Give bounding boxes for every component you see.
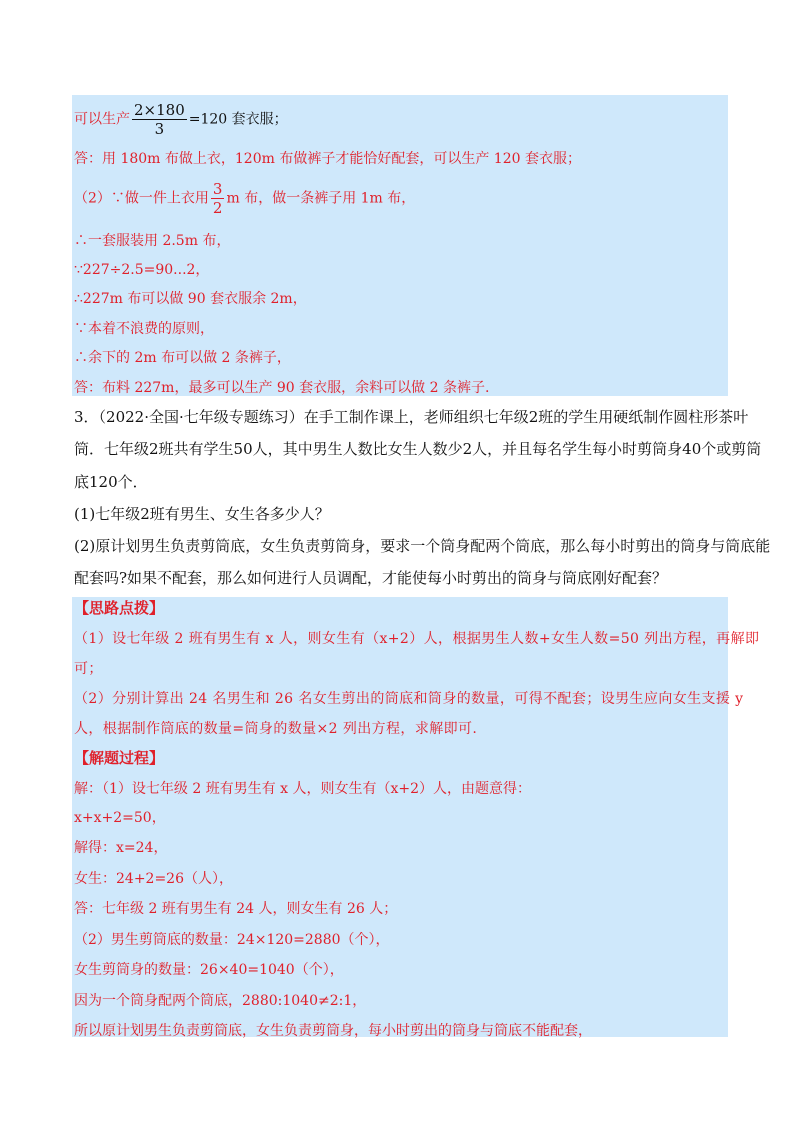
question-part-2-cont: 配套吗?如果不配套，那么如何进行人员调配，才能使每小时剪出的筒身与筒底刚好配套？ <box>74 569 668 587</box>
fraction-denominator: 2 <box>212 199 223 217</box>
fraction <box>211 180 225 217</box>
solution-line: 女生：24+2=26（人）， <box>74 871 233 887</box>
solution-line: x+x+2=50， <box>74 810 166 826</box>
answer-line: ∴一套服装用 2.5m 布， <box>74 233 231 249</box>
hint-header: 【思路点拨】 <box>74 599 165 617</box>
question-line: 筒．七年级2班共有学生50人，其中男生人数比女生人数少2人，并且每名学生每小时剪筒身40个或剪筒 <box>74 440 762 458</box>
hint-line: （2）分别计算出 24 名男生和 26 名女生剪出的筒底和筒身的数量，可得不配套；设男生应向女生支援 y <box>74 691 744 707</box>
answer-line: ∴227m 布可以做 90 套衣服余 2m， <box>74 291 307 307</box>
solution-line: 女生剪筒身的数量：26×40=1040（个）， <box>74 962 344 978</box>
fraction-numerator: 3 <box>212 180 223 198</box>
question-part-1: (1)七年级2班有男生、女生各多少人？ <box>74 505 330 523</box>
solution-line: 解得：x=24， <box>74 840 168 856</box>
answer-line: 答：用 180m 布做上衣，120m 布做裤子才能恰好配套，可以生产 120 套衣服； <box>74 151 581 167</box>
solution-line: 所以原计划男生负责剪筒底，女生负责剪筒身，每小时剪出的筒身与筒底不能配套， <box>74 1023 592 1039</box>
hint-line: 人，根据制作筒底的数量=筒身的数量×2 列出方程，求解即可. <box>74 721 478 737</box>
hint-line: 可； <box>74 661 103 677</box>
answer-text: 可以生产 <box>74 111 130 128</box>
solution-line: 解：（1）设七年级 2 班有男生有 x 人，则女生有（x+2）人，由题意得： <box>74 781 532 797</box>
solution-line: 因为一个筒身配两个筒底，2880:1040≠2:1， <box>74 993 367 1009</box>
question-part-2: (2)原计划男生负责剪筒底，女生负责剪筒身，要求一个筒身配两个筒底，那么每小时剪出的筒身与筒底能 <box>74 537 771 555</box>
answer-line: ∵227÷2.5=90...2， <box>74 262 210 278</box>
answer-line-part2 <box>74 180 415 217</box>
solution-line: 答：七年级 2 班有男生有 24 人，则女生有 26 人； <box>74 901 398 917</box>
answer-text: =120 套衣服； <box>188 111 288 128</box>
fraction <box>132 101 187 138</box>
hint-line: （1）设七年级 2 班有男生有 x 人，则女生有（x+2）人，根据男生人数+女生人数=50 列出方程，再解即 <box>74 631 760 647</box>
solution-line: （2）男生剪筒底的数量：24×120=2880（个）， <box>74 932 390 948</box>
question-line: 3．（2022·全国·七年级专题练习）在手工制作课上，老师组织七年级2班的学生用硬纸制作圆柱形茶叶 <box>74 408 749 426</box>
answer-line: ∵本着不浪费的原则， <box>74 321 214 337</box>
answer-line: 答：布料 227m，最多可以生产 90 套衣服，余料可以做 2 条裤子. <box>74 380 490 396</box>
answer-line-production <box>74 101 288 138</box>
fraction-denominator: 3 <box>154 120 165 138</box>
solution-header: 【解题过程】 <box>74 749 165 767</box>
fraction-numerator: 2×180 <box>134 101 185 119</box>
answer-text: （2）∵做一件上衣用 <box>74 190 209 207</box>
answer-line: ∴余下的 2m 布可以做 2 条裤子， <box>74 350 291 366</box>
question-line: 底120个． <box>74 473 148 491</box>
answer-text: m 布，做一条裤子用 1m 布， <box>226 190 416 207</box>
